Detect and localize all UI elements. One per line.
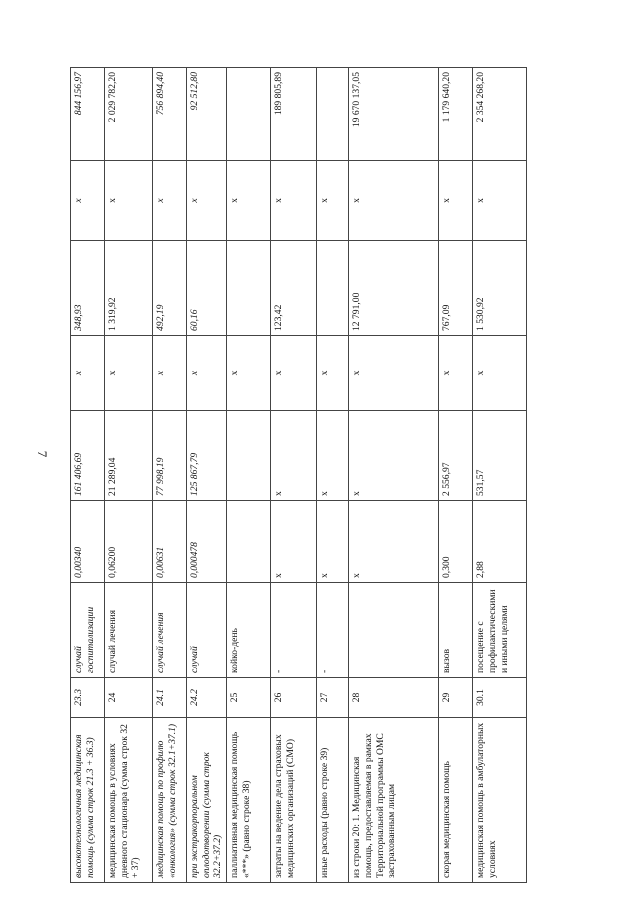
cell-pc2: 767,09	[439, 241, 473, 336]
cell-num: 24.2	[187, 678, 227, 718]
cell-norm: x	[317, 501, 349, 583]
cell-name: высокотехнологичная медицинская помощь (сумма строк 21.3 + 36.3)	[71, 718, 105, 883]
cell-cost: 531,57	[473, 411, 527, 501]
cell-pc2: 1 319,92	[105, 241, 153, 336]
cell-sum1: x	[349, 161, 439, 241]
cell-pc1: x	[227, 336, 271, 411]
cell-norm: 0,000478	[187, 501, 227, 583]
cell-unit	[349, 583, 439, 678]
cell-num: 30.1	[473, 678, 527, 718]
cell-norm: 2,88	[473, 501, 527, 583]
cell-sum2: 756 894,40	[153, 68, 187, 161]
cell-norm: 0,00631	[153, 501, 187, 583]
table-row	[71, 68, 105, 883]
cell-pc1: x	[473, 336, 527, 411]
cell-cost	[227, 411, 271, 501]
cell-num: 24.1	[153, 678, 187, 718]
cell-name: медицинская помощь в условиях дневного стационара (сумма строк 32 + 37)	[105, 718, 153, 883]
cell-unit: посещение с профилактическими и иными целями	[473, 583, 527, 678]
cell-num: 23.3	[71, 678, 105, 718]
rotated-table-container	[70, 68, 556, 883]
cell-name: при экстракорпоральном оплодотворении (сумма строк 32.2+37.2)	[187, 718, 227, 883]
cell-name: иные расходы (равно строке 39)	[317, 718, 349, 883]
cell-name: скорая медицинская помощь	[439, 718, 473, 883]
cell-sum2: 92 512,80	[187, 68, 227, 161]
cell-norm: 0,00340	[71, 501, 105, 583]
cell-pc2	[317, 241, 349, 336]
table-row	[153, 68, 187, 883]
table-row	[105, 68, 153, 883]
cell-pc2: 348,93	[71, 241, 105, 336]
cell-cost: 125 867,79	[187, 411, 227, 501]
table-row	[187, 68, 227, 883]
cell-num: 25	[227, 678, 271, 718]
cell-unit: вызов	[439, 583, 473, 678]
cell-sum1: x	[227, 161, 271, 241]
cell-name: паллиативная медицинская помощь «***» (равно строке 38)	[227, 718, 271, 883]
cell-pc1: x	[187, 336, 227, 411]
cell-sum1: x	[439, 161, 473, 241]
cell-num: 28	[349, 678, 439, 718]
cell-pc2: 60,16	[187, 241, 227, 336]
cell-sum1: x	[153, 161, 187, 241]
cell-norm	[227, 501, 271, 583]
cell-name: медицинская помощь в амбулаторных условиях	[473, 718, 527, 883]
cell-name: затраты на ведение дела страховых медицинских организаций (СМО)	[271, 718, 317, 883]
cell-pc1: x	[105, 336, 153, 411]
cell-num: 27	[317, 678, 349, 718]
cell-sum2	[227, 68, 271, 161]
cell-cost: 161 406,69	[71, 411, 105, 501]
cell-norm: 0,300	[439, 501, 473, 583]
page-number: 7	[35, 450, 50, 458]
cell-unit: случай госпитализации	[71, 583, 105, 678]
cell-cost: 21 289,04	[105, 411, 153, 501]
cell-sum1: x	[271, 161, 317, 241]
cell-cost: x	[349, 411, 439, 501]
cell-pc1: x	[71, 336, 105, 411]
cell-cost: x	[317, 411, 349, 501]
cell-sum2: 19 670 137,05	[349, 68, 439, 161]
cell-sum2	[317, 68, 349, 161]
cell-unit: случай	[187, 583, 227, 678]
cell-sum2: 844 156,97	[71, 68, 105, 161]
cell-pc2: 123,42	[271, 241, 317, 336]
table-row	[271, 68, 317, 883]
cell-norm: 0,06200	[105, 501, 153, 583]
table-row	[349, 68, 439, 883]
cell-sum1: x	[187, 161, 227, 241]
cell-name: из строки 20: 1. Медицинская помощь, предоставляемая в рамках Территориальной программы ОМС застрахованным лицам	[349, 718, 439, 883]
cell-pc2	[227, 241, 271, 336]
cell-unit: -	[271, 583, 317, 678]
cell-pc1: x	[349, 336, 439, 411]
cell-unit: случай лечения	[105, 583, 153, 678]
cell-num: 24	[105, 678, 153, 718]
table-row	[317, 68, 349, 883]
cell-sum1: x	[317, 161, 349, 241]
financing-table	[70, 67, 527, 883]
cell-unit: -	[317, 583, 349, 678]
cell-pc1: x	[439, 336, 473, 411]
cell-cost: 2 556,97	[439, 411, 473, 501]
cell-unit: случай лечения	[153, 583, 187, 678]
cell-cost: 77 998,19	[153, 411, 187, 501]
cell-pc1: x	[153, 336, 187, 411]
cell-num: 29	[439, 678, 473, 718]
cell-sum2: 2 354 268,20	[473, 68, 527, 161]
cell-norm: x	[349, 501, 439, 583]
cell-sum2: 2 029 782,20	[105, 68, 153, 161]
cell-name: медицинская помощь по профилю «онкология» (сумма строк 32.1+37.1)	[153, 718, 187, 883]
table-body	[71, 68, 527, 883]
cell-norm: x	[271, 501, 317, 583]
cell-pc1: x	[271, 336, 317, 411]
cell-sum1: x	[105, 161, 153, 241]
cell-unit: койко-день	[227, 583, 271, 678]
cell-num: 26	[271, 678, 317, 718]
table-row	[473, 68, 527, 883]
cell-cost: x	[271, 411, 317, 501]
cell-sum1: x	[473, 161, 527, 241]
cell-pc2: 12 791,00	[349, 241, 439, 336]
cell-pc2: 1 530,92	[473, 241, 527, 336]
cell-pc2: 492,19	[153, 241, 187, 336]
table-row	[439, 68, 473, 883]
cell-sum2: 1 179 640,20	[439, 68, 473, 161]
cell-sum1: x	[71, 161, 105, 241]
cell-sum2: 189 805,89	[271, 68, 317, 161]
cell-pc1: x	[317, 336, 349, 411]
table-row	[227, 68, 271, 883]
